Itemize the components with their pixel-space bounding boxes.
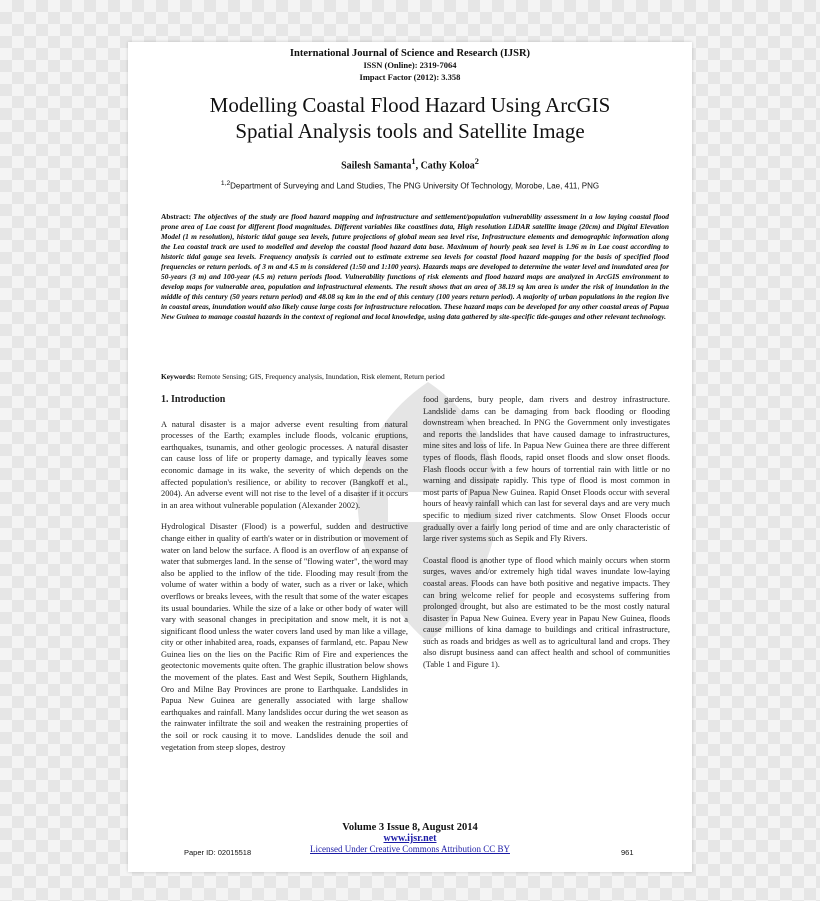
abstract-text: The objectives of the study are flood hazard mapping and infrastructure and settlement/population vulnerability assessment in a low laying coastal flood prone area of Lae coast for different flood magnitudes. Different variables like coastlines data, High resolution LiDAR satellite image (20cm) and Digital Elevation Model (1 m resolution), historic tidal gauge sea levels, future projections of global mean sea level rise, Infrastructure elements and demographic information along the Lea coastal track are used to modelled and develop the coastal flood hazard data base. Maximum of hourly peak sea level is 1.96 m in Lae coast according to historic tidal gauge sea levels. Frequency analysis is carried out to estimate extreme sea levels for coastal flood hazard mapping for the basis of specified flood frequencies or return periods. of 3 m and 4.5 m is considered (1:50 and 1:100 years). Hazards maps are developed to determine the water level and inundated area for 50-years (3 m) and 100-year (4.5 m) return periods flood. Vulnerability functions of risk elements and flood hazard maps are analyzed in ArcGIS environment to develop maps for vulnerable area, population and infrastructural elements. The result shows that an area of 38.19 sq km area is under the risk of inundation in the middle of this century (50 years return period) and 48.08 sq km in the end of this century (100 years return period). A majority of urban populations in the region live in coastal areas, inundation would also likely cause large costs for infrastructure relocation. These hazard maps can be developed for any other coastal areas of Papua New Guinea to manage coastal hazards in the context of regional and local knowledge, using data gathered by site-specific tide-gauges and other relevant technology.: [161, 212, 669, 321]
website-link[interactable]: www.ijsr.net: [383, 833, 437, 844]
author-2-sup: 2: [474, 157, 479, 166]
affiliation: [128, 180, 692, 191]
title-line-2: Spatial Analysis tools and Satellite Image: [235, 119, 585, 143]
authors: [128, 157, 692, 171]
section-heading-introduction: 1. Introduction: [161, 394, 226, 405]
keywords-text: Remote Sensing; GIS, Frequency analysis, Inundation, Risk element, Return period: [197, 372, 445, 381]
paper-page: [128, 42, 692, 872]
abstract: [161, 212, 669, 322]
journal-name: International Journal of Science and Research (IJSR): [289, 48, 531, 59]
paragraph: Hydrological Disaster (Flood) is a powerful, sudden and destructive change either in quality of earth's water or in distribution or movement of water on land below the surface. A flood is an overflow of an expanse of water that submerges land. In the sense of "flowing water", the word may also be applied to the inflow of the tide. Flooding may result from the volume of water within a body of water, such as a river or lake, which overflows or breaks levees, with the result that some of the water escapes its usual boundaries. While the size of a lake or other body of water will vary with seasonal changes in precipitation and snow melt, it is not a significant flood unless the water covers land used by man like a village, city or other inhabited area, roads, expanses of farmland, etc. Papau New Guinea lies on the lies on the Pacific Rim of Fire and experiences the geotectonic movements quite often. The graphic illustration below shows the movement of the plates. East and West Sepik, Southern Highlands, Oro and Milne Bay Provinces are prone to Earthquake. Landslides in Papua New Guinea are generally associated with large shallow earthquakes and rainfall. Many landslides occur during the wet season as the rainwater infiltrate the soil and weaken the restraining properties of the soil or rock causing it to move. Landslides denude the soil and vegetation from steep slopes, destroy: [161, 522, 408, 752]
paragraph: Coastal flood is another type of flood which mainly occurs when storm surges, waves and/or extremely high tidal waves inundate low-laying coastal areas. Floods can have both positive and negative impacts. They can bring welcome relief for people and ecosystems suffering from prolonged drought, but also are estimated to be the most costly natural disaster in Papua New Guinea. Every year in Papau New Guinea, floods cause millions of kina damage to buildings and critical infrastructure, such as roads and bridges as well as to agricultural land and crops. They also disrupt business aand can affect health and school of communities (Table 1 and Figure 1).: [423, 555, 670, 670]
paper-title: [138, 92, 682, 144]
paragraph: food gardens, bury people, dam rivers and destroy infrastructure. Landslide dams can be damaging from back flooding or flooding downstream when breached. In PNG the Government only investigates and reports the landslides that have caused damage to infrastructures, mine sites and loss of life. In Papua New Guinea there are three different types of floods, flash floods, rapid onset floods and slow onset floods. Flash floods occur with a few hours of torrential rain with little or no warning and dissipate rapidly. This type of flood is most common in most parts of Papua New Guinea. Rapid Onset Floods occur with several hours of heavy rainfall which can last for several days and are very much specific to medium sized river catchments. Slow Onset Floods occur gradually over a fairly long period of time and are only characteristic of large river systems such as Sepik and Fly Rivers.: [423, 395, 670, 544]
abstract-label: Abstract:: [161, 212, 191, 221]
author-1-sup: 1: [411, 157, 416, 166]
journal-header: [128, 48, 692, 83]
paragraph: A natural disaster is a major adverse event resulting from natural processes of the Earth; examples include floods, volcanic eruptions, earthquakes, tsunamis, and other geologic processes. A natural disaster can cause loss of life or property damage, and typically leaves some economic damage in its wake, the severity of which depends on the affected population's resilience, or ability to recover (Bangkoff et al., 2004). An adverse event will not rise to the level of a disaster if it occurs in an area without vulnerable population (Alexander 2002).: [161, 419, 408, 510]
author-2: Cathy Koloa: [420, 160, 475, 172]
license-link[interactable]: Licensed Under Creative Commons Attribution CC BY: [310, 844, 510, 854]
keywords-label: Keywords:: [161, 372, 196, 381]
page-number: 961: [621, 848, 634, 857]
title-line-1: Modelling Coastal Flood Hazard Using ArcGIS: [209, 93, 611, 117]
affiliation-sup: 1,2: [220, 180, 231, 187]
issn: ISSN (Online): 2319-7064: [363, 60, 457, 70]
left-column: [161, 394, 408, 763]
author-1: Sailesh Samanta: [341, 160, 412, 172]
affiliation-text: Department of Surveying and Land Studies, The PNG University Of Technology, Morobe, Lae, 411, PNG: [230, 181, 600, 191]
impact-factor: Impact Factor (2012): 3.358: [359, 72, 461, 82]
issue-info: Volume 3 Issue 8, August 2014: [342, 822, 478, 833]
keywords: [161, 372, 669, 381]
paper-id: Paper ID: 02015518: [184, 848, 252, 857]
right-column: [423, 394, 670, 681]
author-separator: ,: [415, 160, 421, 172]
